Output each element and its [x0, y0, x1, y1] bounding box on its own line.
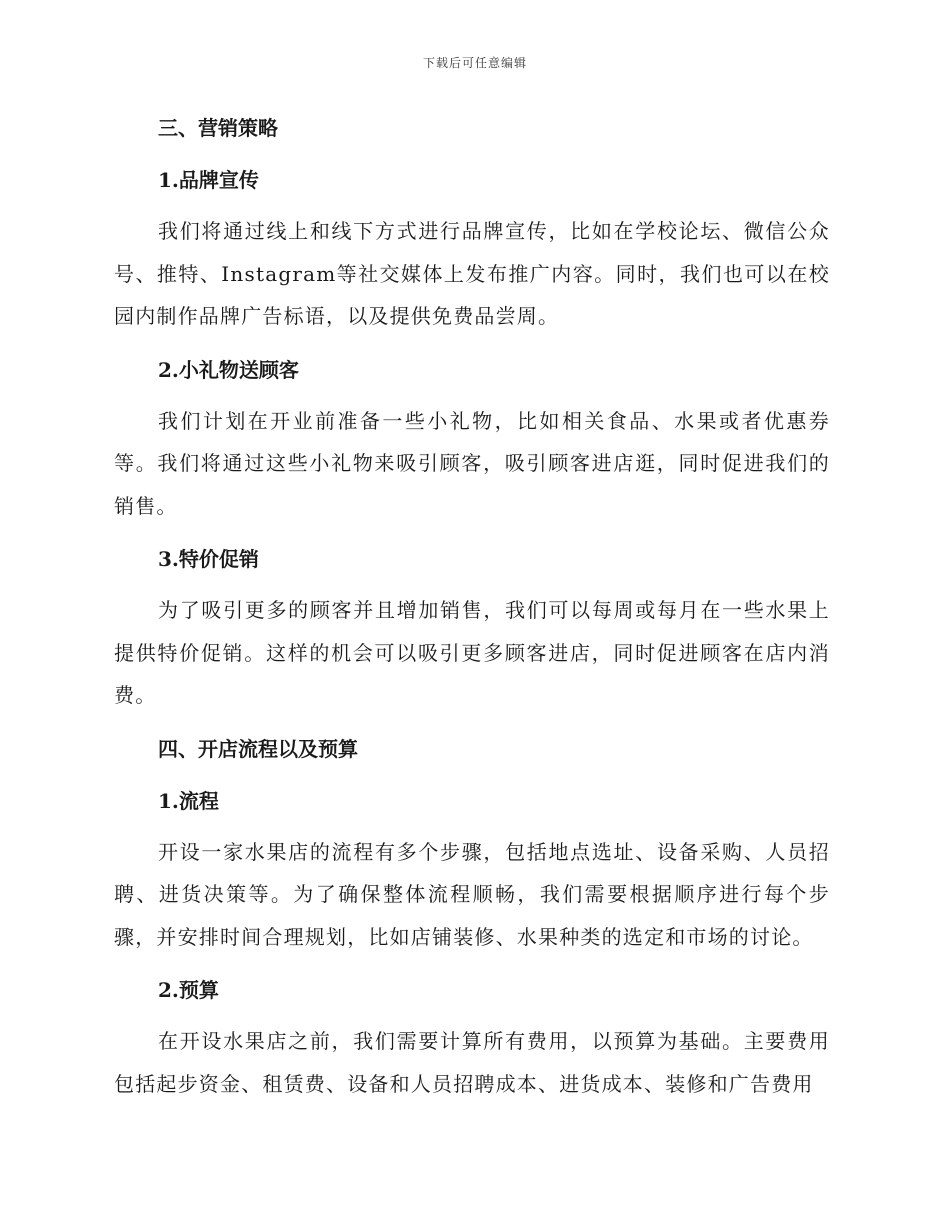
document-body [114, 108, 830, 1117]
paragraph-process: 开设一家水果店的流程有多个步骤，包括地点选址、设备采购、人员招聘、进货决策等。为了确保整体流程顺畅，我们需要根据顺序进行每个步骤，并安排时间合理规划，比如店铺装修、水果种类的选定和市场的讨论。 [114, 839, 830, 949]
page-header: 下载后可任意编辑 [422, 56, 527, 70]
subheading-special-offers: 3.特价促销 [158, 547, 259, 571]
paragraph-gifts: 我们计划在开业前准备一些小礼物，比如相关食品、水果或者优惠券等。我们将通过这些小礼物来吸引顾客，吸引顾客进店逛，同时促进我们的销售。 [114, 408, 830, 518]
subheading-budget: 2.预算 [158, 978, 219, 1002]
paragraph-special-offers: 为了吸引更多的顾客并且增加销售，我们可以每周或每月在一些水果上提供特价促销。这样的机会可以吸引更多顾客进店，同时促进顾客在店内消费。 [114, 598, 830, 707]
section-heading-marketing: 三、营销策略 [158, 116, 278, 140]
subheading-gifts: 2.小礼物送顾客 [158, 357, 299, 382]
subheading-brand-promotion: 1.品牌宣传 [158, 168, 259, 192]
paragraph-brand-promotion: 我们将通过线上和线下方式进行品牌宣传，比如在学校论坛、微信公众号、推特、Instagram等社交媒体上发布推广内容。同时，我们也可以在校园内制作品牌广告标语，以及提供免费品尝周。 [114, 219, 830, 328]
section-heading-process-budget: 四、开店流程以及预算 [158, 736, 358, 761]
paragraph-budget: 在开设水果店之前，我们需要计算所有费用，以预算为基础。主要费用包括起步资金、租赁费、设备和人员招聘成本、进货成本、装修和广告费用 [114, 1029, 830, 1096]
subheading-process: 1.流程 [158, 788, 219, 813]
